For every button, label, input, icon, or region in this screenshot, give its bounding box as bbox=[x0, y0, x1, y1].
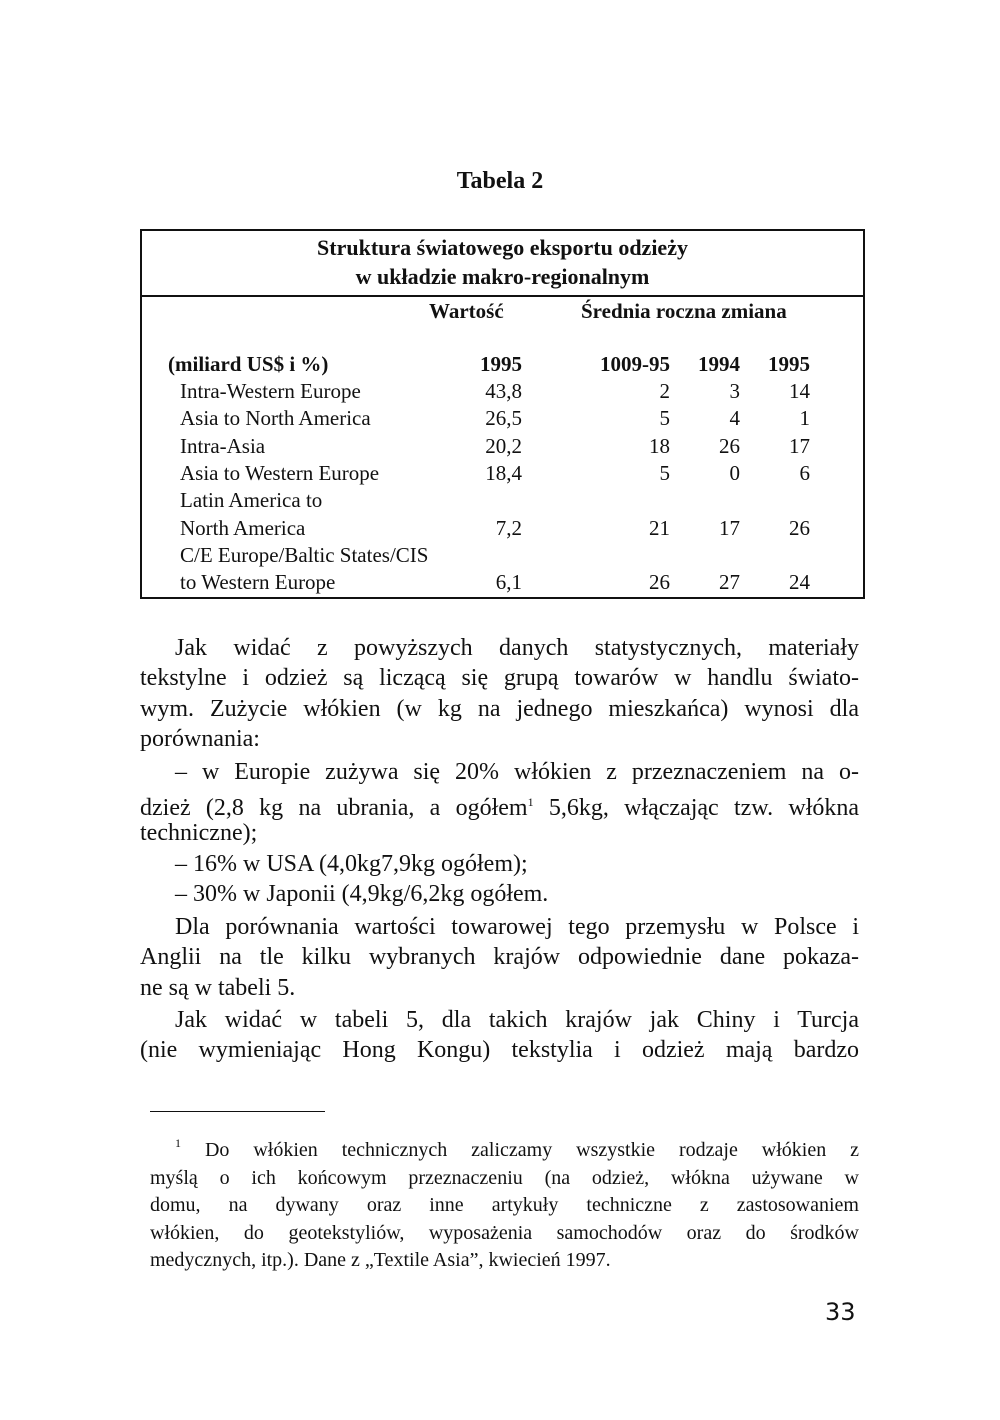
cell-value-1995: 7,2 bbox=[495, 515, 522, 540]
cell-change-1994: 3 bbox=[729, 379, 740, 403]
footnote-line: medycznych, itp.). Dane z „Textile Asia”, kwiecień 1997. bbox=[150, 1249, 611, 1271]
table-title-line-1: Struktura światowego eksportu odzieży bbox=[317, 235, 688, 260]
cell-change-1995: 1 bbox=[799, 406, 810, 431]
column-header-value-1995: 1995 bbox=[480, 352, 522, 376]
column-header-1994: 1994 bbox=[698, 352, 740, 376]
cell-change-1995: 24 bbox=[789, 570, 810, 595]
footnote-line: myślą o ich końcowym przeznaczeniu (na odzież, włókna używane w bbox=[150, 1166, 859, 1189]
text-line: Jak widać w tabeli 5, dla takich krajów jak Chiny i Turcja bbox=[175, 1007, 859, 1033]
column-header-change-1995: 1995 bbox=[768, 352, 810, 376]
paragraph-1 bbox=[140, 633, 859, 754]
cell-change-1994: 17 bbox=[719, 515, 740, 540]
paragraph-5 bbox=[140, 912, 859, 1003]
group-header-change: Średnia roczna zmiana bbox=[581, 299, 787, 323]
row-label: Asia to Western Europe bbox=[180, 460, 380, 485]
cell-change-1009-95: 2 bbox=[659, 379, 670, 403]
cell-change-1995: 17 bbox=[789, 433, 810, 458]
paragraph-3 bbox=[175, 849, 859, 879]
text-line: Anglii na tle kilku wybranych krajów odpowiednie dane pokaza- bbox=[140, 944, 859, 971]
page-number: 33 bbox=[825, 1298, 856, 1326]
footnote-line: włókien, do geotekstyliów, wyposażenia samochodów oraz do środków bbox=[150, 1221, 859, 1244]
cell-change-1009-95: 21 bbox=[649, 515, 670, 540]
cell-change-1994: 27 bbox=[719, 570, 740, 595]
text-line: porównania: bbox=[140, 725, 260, 752]
paragraph-4 bbox=[175, 879, 859, 909]
footnote-text: Do włókien technicznych zaliczamy wszystkie rodzaje włókien z bbox=[204, 1139, 860, 1161]
footnote-line bbox=[175, 1130, 859, 1165]
text-fragment: 5,6kg, włączając tzw. włókna bbox=[533, 795, 860, 822]
table-title bbox=[142, 233, 863, 291]
text-line: – w Europie zużywa się 20% włókien z przeznaczeniem na o- bbox=[175, 759, 859, 785]
paragraph-6 bbox=[140, 1005, 859, 1066]
text-line: Jak widać z powyższych danych statystycznych, materiały bbox=[175, 635, 859, 661]
text-line: – 16% w USA (4,0kg7,9kg ogółem); bbox=[175, 851, 528, 877]
cell-change-1009-95: 18 bbox=[649, 433, 670, 458]
cell-change-1009-95: 26 bbox=[649, 570, 670, 595]
row-label: C/E Europe/Baltic States/CIS bbox=[180, 542, 429, 567]
cell-change-1994: 26 bbox=[719, 433, 740, 458]
text-line: techniczne); bbox=[140, 819, 258, 846]
footnote-reference: 1 bbox=[527, 795, 534, 810]
cell-value-1995: 20,2 bbox=[485, 433, 522, 458]
row-label: Intra-Asia bbox=[180, 433, 266, 458]
column-header-1009-95: 1009-95 bbox=[600, 352, 670, 376]
text-line: wym. Zużycie włókien (w kg na jednego mieszkańca) wynosi dla bbox=[140, 695, 859, 722]
cell-change-1995: 26 bbox=[789, 515, 810, 540]
text-fragment: dzież (2,8 kg na ubrania, a ogółem bbox=[140, 795, 528, 822]
footnote-marker: 1 bbox=[175, 1136, 181, 1150]
row-label-continued: to Western Europe bbox=[180, 570, 336, 595]
text-line bbox=[140, 787, 860, 822]
row-label: Latin America to bbox=[180, 488, 323, 513]
cell-change-1995: 6 bbox=[799, 460, 810, 485]
row-label: Asia to North America bbox=[180, 406, 371, 431]
cell-change-1994: 4 bbox=[729, 406, 740, 431]
row-label: Intra-Western Europe bbox=[180, 379, 361, 403]
text-line: Dla porównania wartości towarowej tego przemysłu w Polsce i bbox=[175, 914, 859, 940]
table-title-line-2: w układzie makro-regionalnym bbox=[355, 264, 650, 289]
cell-change-1009-95: 5 bbox=[659, 460, 670, 485]
table-divider bbox=[142, 295, 863, 297]
text-line: (nie wymieniając Hong Kongu) tekstylia i odzież mają bardzo bbox=[140, 1037, 859, 1064]
cell-value-1995: 6,1 bbox=[495, 570, 522, 595]
cell-value-1995: 18,4 bbox=[485, 460, 522, 485]
cell-value-1995: 26,5 bbox=[485, 406, 522, 431]
data-table bbox=[140, 229, 865, 599]
cell-value-1995: 43,8 bbox=[485, 379, 522, 403]
text-line: tekstylne i odzież są liczącą się grupą towarów w handlu świato- bbox=[140, 665, 859, 692]
footnote bbox=[150, 1130, 860, 1275]
column-header-unit: (miliard US$ i %) bbox=[168, 352, 329, 376]
footnote-separator bbox=[150, 1111, 325, 1112]
cell-change-1009-95: 5 bbox=[659, 406, 670, 431]
row-label-continued: North America bbox=[180, 515, 306, 540]
table-label: Tabela 2 bbox=[456, 168, 544, 194]
group-header-value: Wartość bbox=[429, 299, 504, 323]
paragraph-2 bbox=[140, 757, 860, 848]
text-line: ne są w tabeli 5. bbox=[140, 974, 296, 1001]
footnote-line: domu, na dywany oraz inne artykuły techniczne z zastosowaniem bbox=[150, 1194, 859, 1216]
cell-change-1994: 0 bbox=[729, 460, 740, 485]
text-line: – 30% w Japonii (4,9kg/6,2kg ogółem. bbox=[175, 881, 549, 907]
cell-change-1995: 14 bbox=[789, 379, 810, 403]
